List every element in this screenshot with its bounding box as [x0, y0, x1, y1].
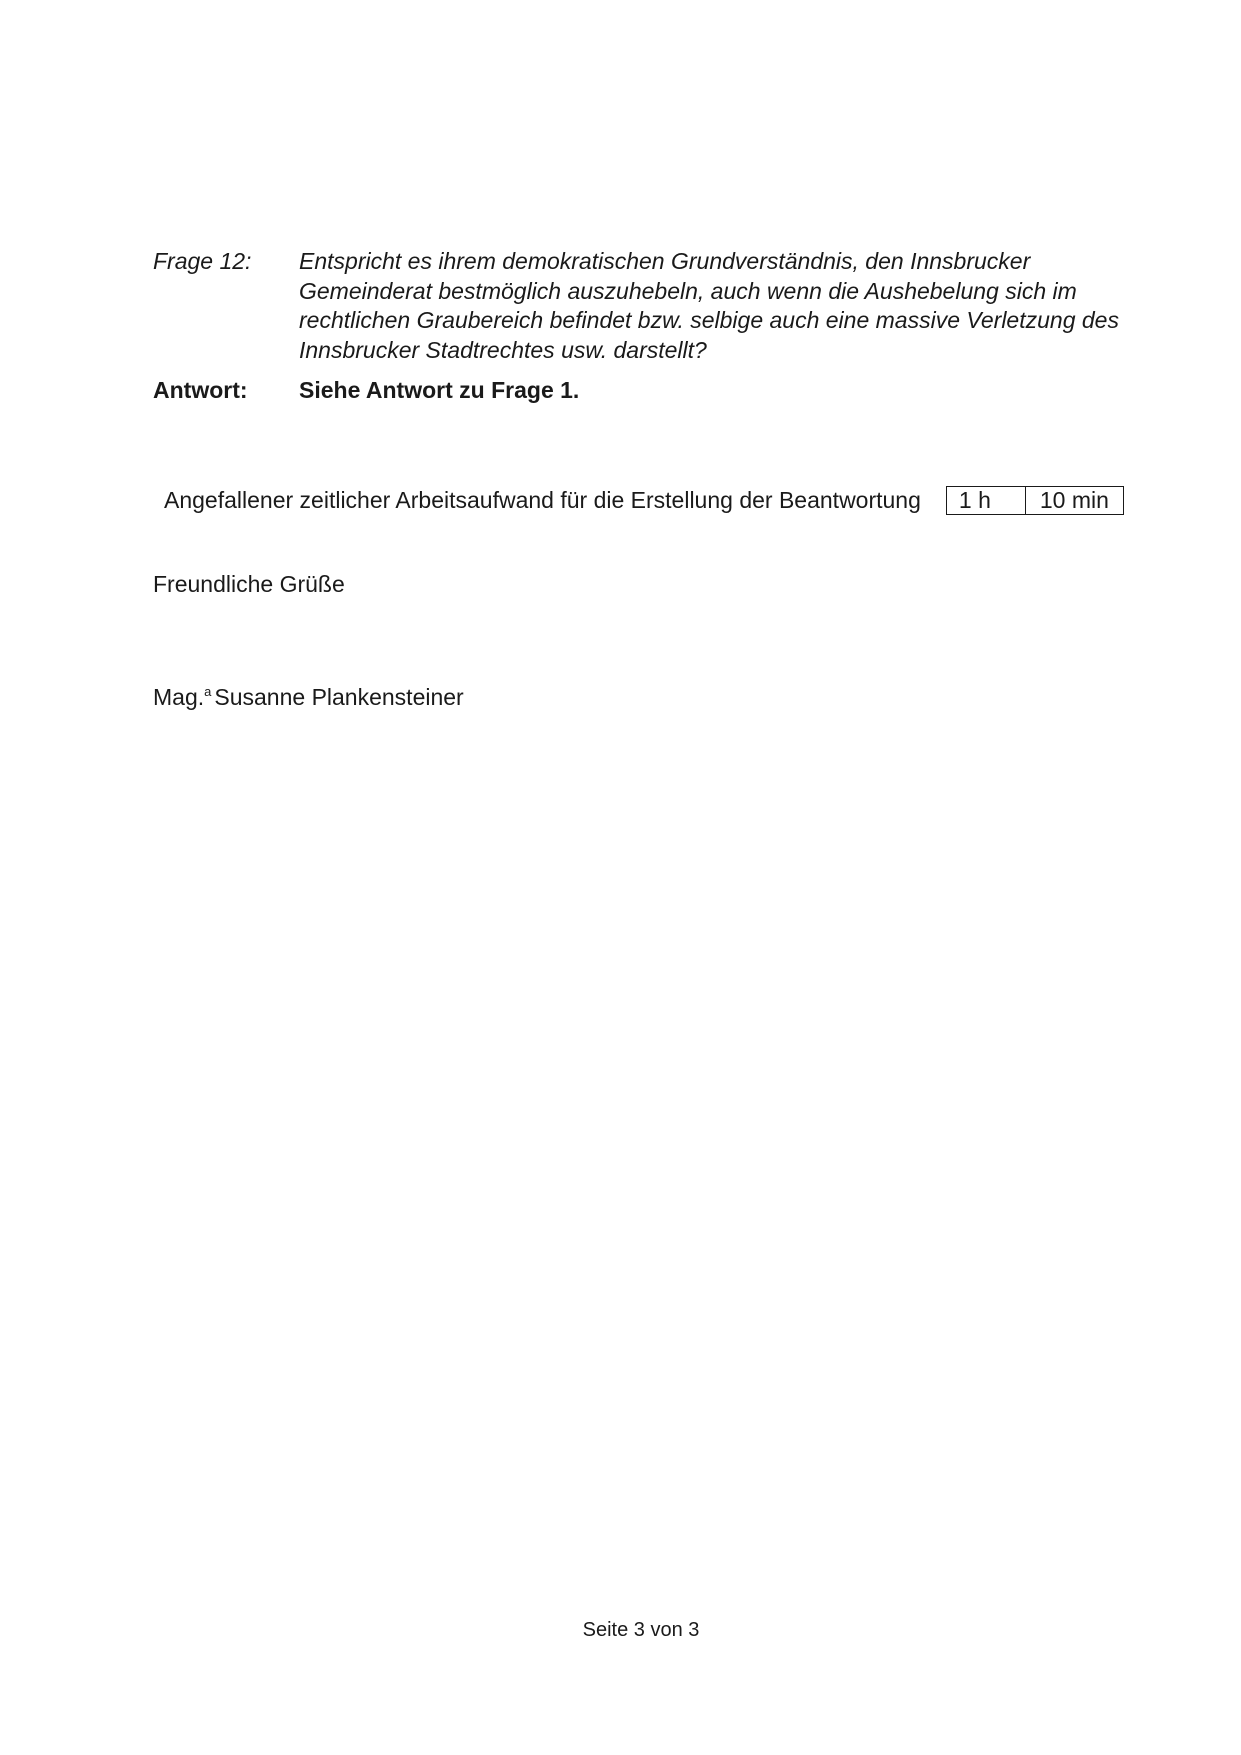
effort-hours: 1 h	[947, 487, 1026, 514]
signature-name	[153, 684, 464, 711]
answer-row	[153, 376, 1143, 406]
question-label: Frage 12:	[153, 248, 252, 274]
signature-title-suffix: a	[204, 684, 212, 699]
closing-greeting: Freundliche Grüße	[153, 571, 345, 597]
effort-label: Angefallener zeitlicher Arbeitsaufwand für die Erstellung der Beantwortung	[164, 487, 921, 513]
answer-text: Siehe Antwort zu Frage 1.	[299, 377, 580, 403]
signature-person: Susanne Plankensteiner	[214, 684, 464, 710]
question-text: Entspricht es ihrem demokratischen Grundverständnis, den Innsbrucker Gemeinderat bestmöglich auszuhebeln, auch wenn die Aushebelung sich im rechtlichen Graubereich befindet bzw. selbige auch eine massive Verletzung des Innsbrucker Stadtrechtes usw. darstellt?	[299, 248, 1119, 363]
page-number: Seite 3 von 3	[582, 1619, 700, 1641]
effort-row	[164, 486, 1124, 515]
answer-label: Antwort:	[153, 377, 248, 403]
signature-title: Mag.	[153, 684, 205, 710]
effort-minutes: 10 min	[1039, 487, 1109, 513]
question-answer-block	[153, 247, 1143, 406]
effort-table	[946, 486, 1124, 515]
question-row	[153, 247, 1143, 365]
